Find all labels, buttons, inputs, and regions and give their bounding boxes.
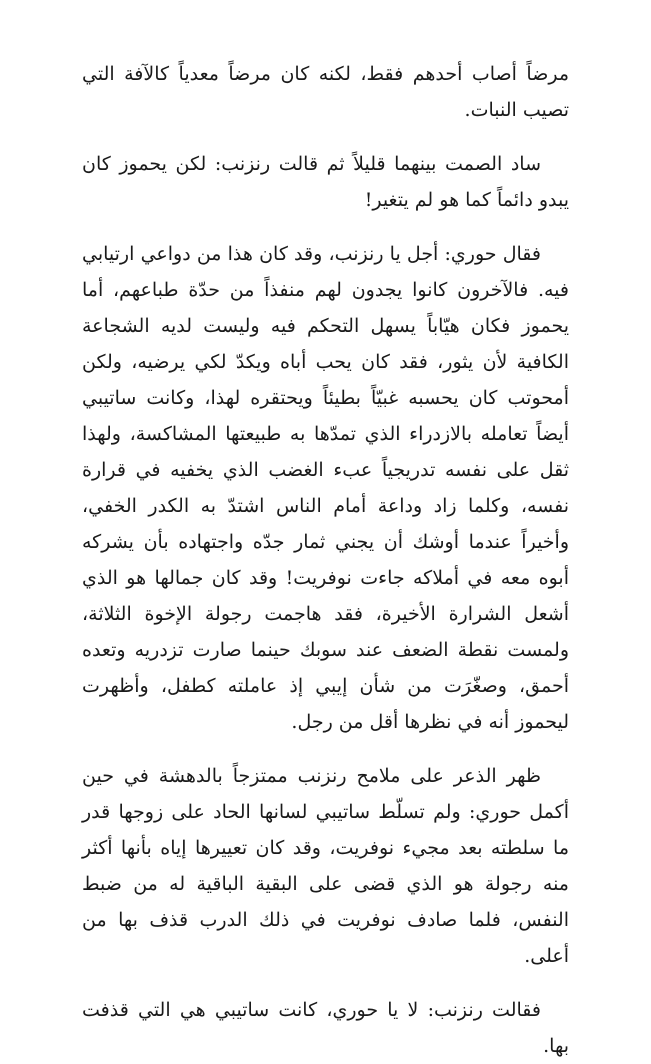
paragraph-2: ساد الصمت بينهما قليلاً ثم قالت رنزنب: لكن يحموز كان يبدو دائماً كما هو لم يتغير! bbox=[82, 153, 569, 211]
paragraph-4: ظهر الذعر على ملامح رنزنب ممتزجاً بالدهشة في حين أكمل حوري: ولم تسلّط ساتيبي لسانها الحاد على زوجها قدر ما سلطته بعد مجيء نوفريت، وقد كان تعييرها إياه بأنها أكثر منه رجولة هو الذي قضى على البقية الباقية له من ضبط النفس، فلما صادف نوفريت في ذلك الدرب قذف بها من أعلى. bbox=[82, 765, 569, 967]
paragraph-1: مرضاً أصاب أحدهم فقط، لكنه كان مرضاً معدياً كالآفة التي تصيب النبات. bbox=[82, 63, 569, 121]
paragraph-5: فقالت رنزنب: لا يا حوري، كانت ساتيبي هي التي قذفت بها. bbox=[82, 999, 569, 1057]
paragraph-3: فقال حوري: أجل يا رنزنب، وقد كان هذا من دواعي ارتيابي فيه. فالآخرون كانوا يجدون لهم منفذاً من حدّة طباعهم، أما يحموز فكان هيّاباً يسهل التحكم فيه وليست لديه الشجاعة الكافية لأن يثور، فقد كان يحب أباه ويكدّ لكي يرضيه، ولكن أمحوتب كان يحسبه غبيّاً بطيئاً ويحتقره لهذا، وكانت ساتيبي أيضاً تعامله بالازدراء الذي تمدّها به طبيعتها المشاكسة، ولهذا ثقل على نفسه تدريجياً عبء الغضب الذي يخفيه في قرارة نفسه، وكلما زاد وداعة أمام الناس اشتدّ به الكدر الخفي، وأخيراً عندما أوشك أن يجني ثمار جدّه واجتهاده بأن يشركه أبوه معه في أملاكه جاءت نوفريت! وقد كان جمالها هو الذي أشعل الشرارة الأخيرة، فقد هاجمت رجولة الإخوة الثلاثة، ولمست نقطة الضعف عند سوبك حينما صارت تزدريه وتعده أحمق، وصغّرَت من شأن إيبي إذ عاملته كطفل، وأظهرت ليحموز أنه في نظرها أقل من رجل. bbox=[82, 243, 569, 733]
